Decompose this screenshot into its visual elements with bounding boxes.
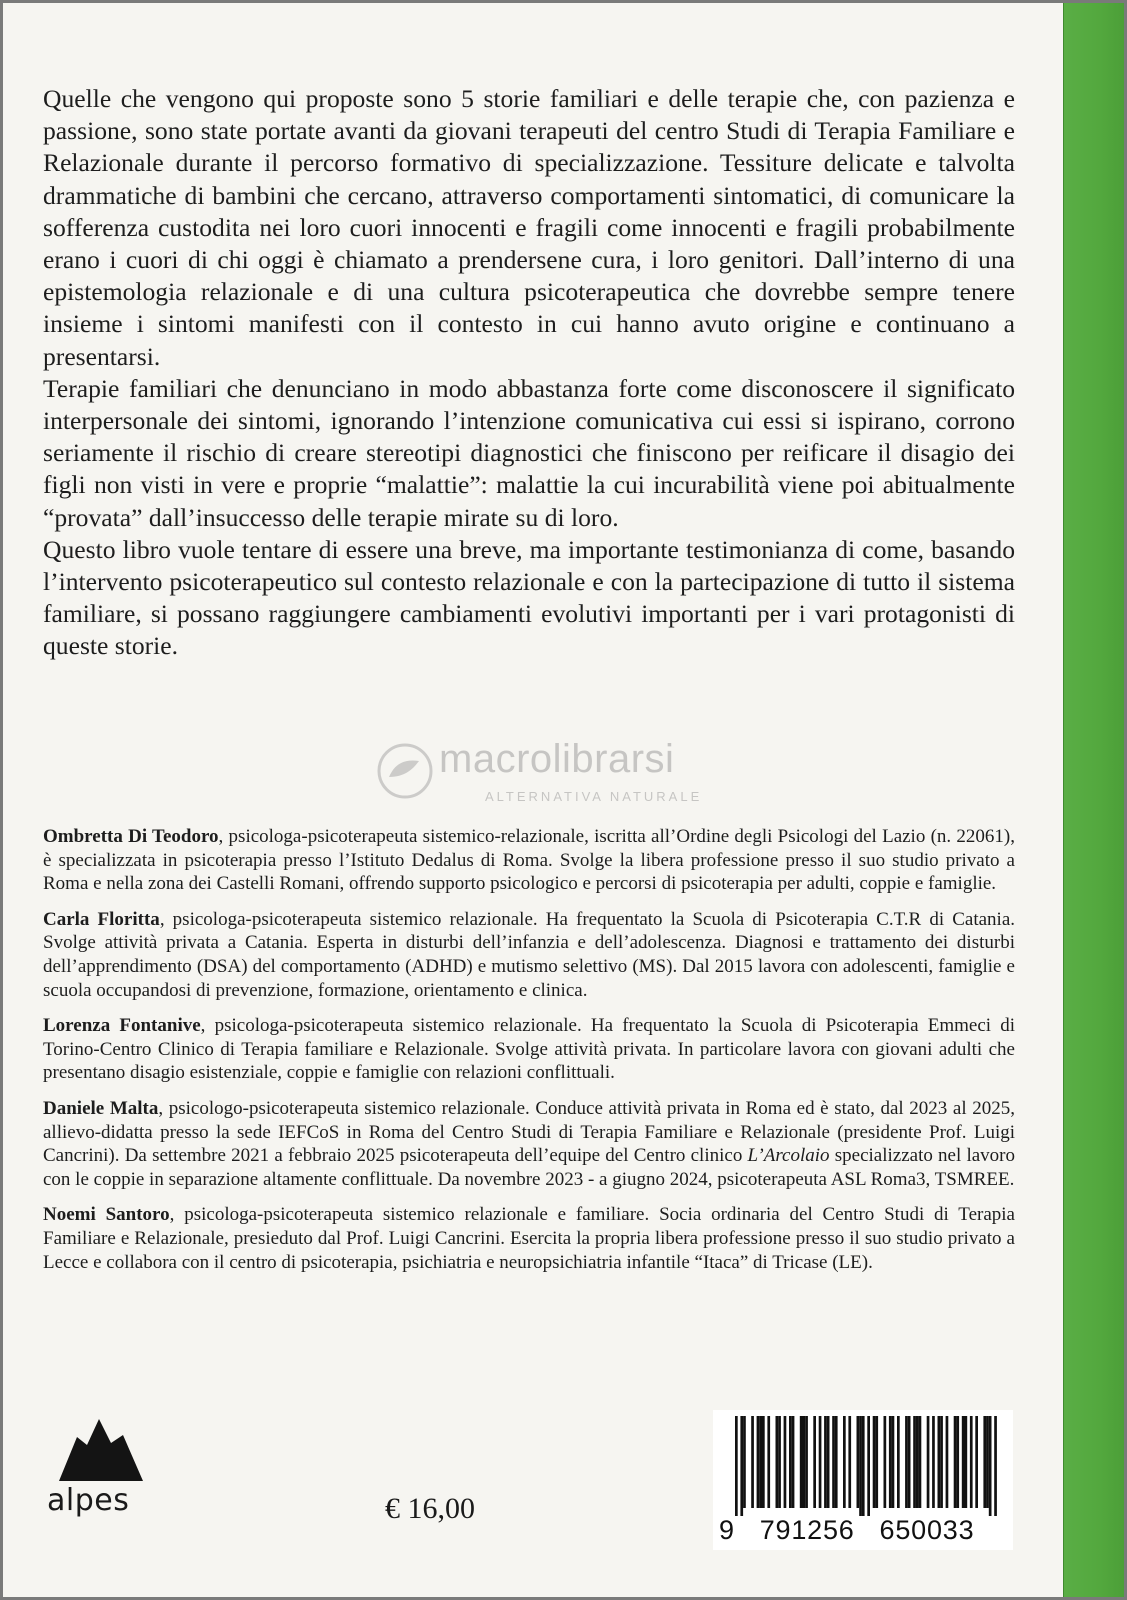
- barcode-bar: [803, 1416, 806, 1508]
- book-back-cover: [3, 3, 1124, 1597]
- barcode-bar: [975, 1416, 978, 1508]
- author-bio-text: specializzato nel lavoro con le coppie in separazione altamente conflittuale. Da novembre 2023 - a giugno 2024, psicoterapeuta ASL Roma3, TSMREE.: [43, 1145, 1016, 1190]
- author-name: Noemi Santoro: [43, 1204, 170, 1226]
- barcode-bar: [805, 1416, 808, 1508]
- barcode-bar: [848, 1416, 851, 1508]
- watermark-text: macrolibrarsi: [439, 737, 675, 781]
- barcode-bar: [994, 1416, 997, 1516]
- barcode-bar: [743, 1416, 746, 1508]
- barcode-bar: [735, 1416, 738, 1516]
- publisher-name: alpes: [47, 1483, 130, 1518]
- watermark-logo-icon: [375, 741, 435, 801]
- barcode-bar: [767, 1416, 770, 1508]
- publisher-logo: [37, 1415, 167, 1525]
- author-name: Ombretta Di Teodoro: [43, 826, 219, 847]
- author-bios: [43, 825, 1015, 1286]
- barcode-bar: [892, 1416, 895, 1508]
- author-bio-text: , psicologa-psicoterapeuta sistemico-relazionale, iscritta all’Ordine degli Psicologi del Lazio (n. 22061), è specializzata in psicoterapia presso l’Istituto Dedalus di Roma. Svolge la libera professione presso il suo studio privato a Roma e nella zona dei Castelli Romani, offrendo supporto psicologico e percorsi di psicoterapia per adulti, coppie e famiglie.: [43, 826, 1015, 895]
- barcode-bar: [857, 1416, 860, 1508]
- barcode-bar: [859, 1416, 862, 1516]
- author-bio-text: , psicologa-psicoterapeuta sistemico relazionale. Ha frequentato la Scuola di Psicoterapia Emmeci di Torino-Centro Clinico di Terapia familiare e Relazionale. Svolge attività privata. In particolare lavora con giovani adulti che presentano disagio esistenziale, coppie e famiglie con relazioni conflittuali.: [43, 1015, 1015, 1084]
- barcode-bar: [927, 1416, 930, 1508]
- barcode-bar: [843, 1416, 846, 1508]
- barcode-bar: [905, 1416, 908, 1508]
- green-spine-strip: [1063, 3, 1124, 1597]
- barcode-bar: [965, 1416, 968, 1508]
- author-bio: [43, 1203, 1015, 1274]
- barcode-bar: [800, 1416, 803, 1508]
- barcode-bar: [919, 1416, 922, 1508]
- barcode-bar: [813, 1416, 816, 1508]
- barcode-bar: [832, 1416, 835, 1508]
- barcode-bar: [970, 1416, 973, 1508]
- barcode-bar: [916, 1416, 919, 1508]
- barcode-bar: [962, 1416, 965, 1508]
- barcode-bar: [776, 1416, 779, 1508]
- barcode-bar: [862, 1416, 865, 1516]
- barcode-bars: [713, 1410, 1013, 1520]
- author-bio: [43, 825, 1015, 896]
- barcode-bar: [913, 1416, 916, 1508]
- barcode-bar: [989, 1416, 992, 1516]
- isbn-barcode: [713, 1410, 1013, 1550]
- barcode-bar: [938, 1416, 941, 1508]
- blurb-text: [43, 83, 1015, 663]
- barcode-bar: [940, 1416, 943, 1508]
- barcode-bar: [983, 1416, 986, 1508]
- barcode-bar: [932, 1416, 935, 1508]
- barcode-bar: [778, 1416, 781, 1508]
- author-bio: [43, 1097, 1015, 1191]
- barcode-bar: [762, 1416, 765, 1508]
- author-bio: [43, 1014, 1015, 1085]
- barcode-bar: [835, 1416, 838, 1508]
- macrolibrarsi-watermark: [375, 733, 775, 813]
- watermark-subtext: ALTERNATIVA NATURALE: [485, 789, 703, 804]
- barcode-bar: [946, 1416, 949, 1508]
- barcode-bar: [897, 1416, 900, 1508]
- author-bio-text: , psicologo-psicoterapeuta sistemico relazionale. Conduce attività privata in Roma ed è stato, dal 2023 al 2025, allievo-didatta presso la sede IEFCoS in Roma del Centro Studi di Terapia Familiare e Relazionale (presidente Prof. Luigi Cancrini). Da settembre 2021 a febbraio 2025 psicoterapeuta dell’equipe del Centro clinico: [43, 1097, 1015, 1167]
- author-name: Lorenza Fontanive: [43, 1015, 201, 1037]
- author-bio: [43, 908, 1015, 1002]
- barcode-bar: [884, 1416, 887, 1508]
- barcode-bar: [757, 1416, 760, 1508]
- author-name: Daniele Malta: [43, 1097, 159, 1119]
- blurb-paragraph-2: Terapie familiari che denunciano in modo abbastanza forte come disconoscere il significato interpersonale dei sintomi, ignorando l’intenzione comunicativa cui essi si ispirano, corrono seriamente il rischio di creare stereotipi diagnostici che finiscono per reificare il disagio dei figli non visti in vere e proprie “malattie”: malattie la cui incurabilità viene poi abitualmente “provata” dall’insuccesso delle terapie mirate su di loro.: [43, 373, 1015, 532]
- barcode-bar: [908, 1416, 911, 1508]
- barcode-bar: [889, 1416, 892, 1508]
- barcode-bar: [986, 1416, 989, 1508]
- author-bio-text: , psicologa-psicoterapeuta sistemico relazionale e familiare. Socia ordinaria del Centro Studi di Terapia Familiare e Relazionale, presieduto dal Prof. Luigi Cancrini. Esercita la propria libera professione presso il suo studio privato a Lecce e collabora con il centro di psicoterapia, psichiatria e neuropsichiatria infantile “Itaca” di Tricase (LE).: [43, 1204, 1015, 1273]
- barcode-bar: [792, 1416, 795, 1508]
- blurb-paragraph-3: Questo libro vuole tentare di essere una breve, ma importante testimonianza di come, basando l’intervento psicoterapeutico sul contesto relazionale e con la partecipazione di tutto il sistema familiare, si possano raggiungere cambiamenti evolutivi importanti per i vari protagonisti di queste storie.: [43, 534, 1015, 661]
- barcode-bar: [740, 1416, 743, 1516]
- barcode-digits: 9 791256 650033: [719, 1515, 975, 1545]
- barcode-bar: [824, 1416, 827, 1508]
- blurb-paragraph-1: Quelle che vengono qui proposte sono 5 storie familiari e delle terapie che, con pazienza e passione, sono state portate avanti da giovani terapeuti del centro Studi di Terapia Familiare e Relazionale durante il percorso formativo di specializzazione. Tessiture delicate e talvolta drammatiche di bambini che cercano, attraverso comportamenti sintomatici, di comunicare la sofferenza custodita nei loro cuori innocenti e fragili come innocenti e fragili probabilmente erano i cuori di chi oggi è chiamato a prendersene cura, i loro genitori. Dall’interno di una epistemologia relazionale e di una cultura psicoterapeutica che dovrebbe sempre tenere insieme i sintomi manifesti con il contesto in cui hanno avuto origine e continuano a presentarsi.: [43, 84, 1015, 371]
- author-bio-italic: L’Arcolaio: [747, 1145, 830, 1167]
- author-bio-text: , psicologa-psicoterapeuta sistemico relazionale. Ha frequentato la Scuola di Psicoterapia C.T.R di Catania. Svolge attività privata a Catania. Esperta in disturbi dell’infanzia e dell’adolescenza. Diagnosi e trattamento dei disturbi dell’apprendimento (DSA) del comportamento (ADHD) e mutismo selettivo (MS). Dal 2015 lavora con adolescenti, famiglie e scuola occupandosi di prevenzione, formazione, orientamento e clinica.: [43, 908, 1016, 1001]
- barcode-bar: [819, 1416, 822, 1508]
- barcode-bar: [751, 1416, 754, 1508]
- barcode-bar: [784, 1416, 787, 1508]
- barcode-bar: [827, 1416, 830, 1508]
- barcode-bar: [759, 1416, 762, 1508]
- barcode-bar: [875, 1416, 878, 1508]
- barcode-bar: [867, 1416, 870, 1516]
- barcode-bar: [956, 1416, 959, 1508]
- barcode-bar: [789, 1416, 792, 1508]
- author-name: Carla Floritta: [43, 908, 160, 930]
- barcode-bar: [873, 1416, 876, 1508]
- barcode-bar: [954, 1416, 957, 1508]
- price: € 16,00: [385, 1492, 475, 1525]
